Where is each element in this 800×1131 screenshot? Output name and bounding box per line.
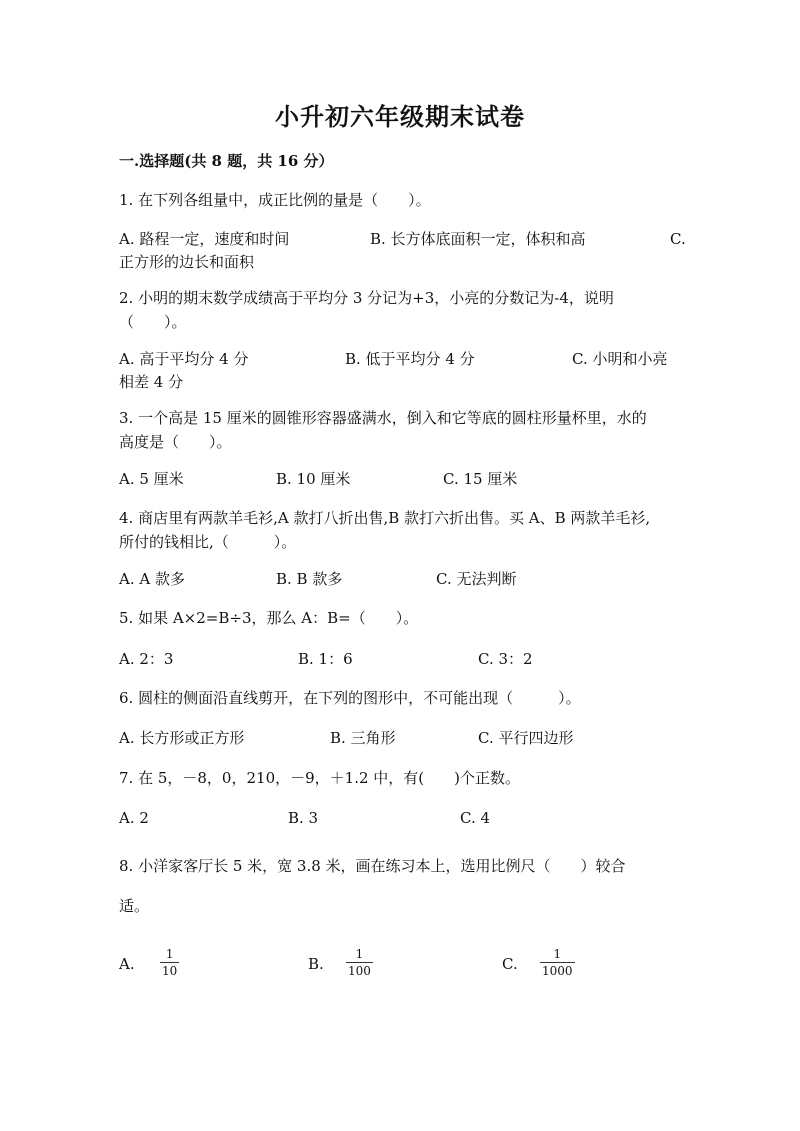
question-stem-line: （ ）。 bbox=[119, 313, 187, 331]
q6-option-c[interactable]: C. 平行四边形 bbox=[478, 729, 574, 747]
question-6-stem bbox=[119, 686, 689, 710]
q4-option-c[interactable]: C. 无法判断 bbox=[436, 570, 517, 588]
question-stem-line: 高度是（ ）。 bbox=[119, 433, 232, 451]
fraction-numerator: 1 bbox=[355, 947, 364, 961]
question-8-stem bbox=[119, 846, 689, 926]
q1-option-c-text: 正方形的边长和面积 bbox=[119, 253, 255, 271]
question-7-stem bbox=[119, 766, 689, 790]
page-title: 小升初六年级期末试卷 bbox=[275, 102, 525, 131]
question-stem-line: 1. 在下列各组量中，成正比例的量是（ ）。 bbox=[119, 191, 431, 209]
q8-option-c-fraction bbox=[540, 947, 575, 978]
q1-option-c[interactable]: C. bbox=[670, 230, 686, 248]
q3-option-c[interactable]: C. 15 厘米 bbox=[443, 470, 518, 488]
q2-option-c[interactable]: C. 小明和小亮 bbox=[572, 350, 668, 368]
question-stem-line: 4. 商店里有两款羊毛衫,A 款打八折出售,B 款打六折出售。买 A、B 两款羊毛衫, bbox=[119, 509, 651, 527]
question-stem-line: 所付的钱相比,（ ）。 bbox=[119, 533, 297, 551]
q8-option-c[interactable]: C. bbox=[502, 955, 518, 973]
fraction-bar bbox=[540, 962, 575, 963]
question-stem-line: 7. 在 5，－8，0，210，－9，＋1.2 中，有( )个正数。 bbox=[119, 769, 520, 787]
q7-option-a[interactable]: A. 2 bbox=[119, 809, 149, 827]
q4-option-a[interactable]: A. A 款多 bbox=[119, 570, 185, 588]
q5-option-c[interactable]: C. 3：2 bbox=[478, 650, 533, 668]
fraction-denominator: 1000 bbox=[542, 964, 573, 978]
q3-option-a[interactable]: A. 5 厘米 bbox=[119, 470, 184, 488]
q5-option-a[interactable]: A. 2：3 bbox=[119, 650, 174, 668]
q3-option-b[interactable]: B. 10 厘米 bbox=[276, 470, 351, 488]
q8-option-b-fraction bbox=[346, 947, 373, 978]
q8-option-a[interactable]: A. bbox=[119, 955, 135, 973]
fraction-numerator: 1 bbox=[165, 947, 174, 961]
q1-option-b[interactable]: B. 长方体底面积一定，体积和高 bbox=[370, 230, 586, 248]
q2-option-a[interactable]: A. 高于平均分 4 分 bbox=[119, 350, 249, 368]
question-stem-line: 8. 小洋家客厅长 5 米，宽 3.8 米，画在练习本上，选用比例尺（ ）较合 bbox=[119, 857, 626, 875]
q6-option-a[interactable]: A. 长方形或正方形 bbox=[119, 729, 245, 747]
question-stem-line: 2. 小明的期末数学成绩高于平均分 3 分记为+3，小亮的分数记为-4，说明 bbox=[119, 289, 614, 307]
q2-option-c-text: 相差 4 分 bbox=[119, 373, 184, 391]
question-stem-line: 3. 一个高是 15 厘米的圆锥形容器盛满水，倒入和它等底的圆柱形量杯里，水的 bbox=[119, 409, 647, 427]
q7-option-c[interactable]: C. 4 bbox=[460, 809, 491, 827]
q8-option-a-fraction bbox=[160, 947, 179, 978]
fraction-bar bbox=[160, 962, 179, 963]
question-5-stem bbox=[119, 606, 689, 630]
question-stem-line: 5. 如果 A×2=B÷3，那么 A：B=（ ）。 bbox=[119, 609, 419, 627]
question-1-stem bbox=[119, 188, 689, 212]
fraction-numerator: 1 bbox=[553, 947, 562, 961]
section-heading: 一.选择题(共 8 题，共 16 分） bbox=[119, 152, 334, 170]
question-stem-line: 适。 bbox=[119, 897, 150, 915]
fraction-denominator: 10 bbox=[162, 964, 178, 978]
q2-option-b[interactable]: B. 低于平均分 4 分 bbox=[345, 350, 475, 368]
fraction-denominator: 100 bbox=[348, 964, 371, 978]
q5-option-b[interactable]: B. 1：6 bbox=[298, 650, 353, 668]
q7-option-b[interactable]: B. 3 bbox=[288, 809, 319, 827]
question-stem-line: 6. 圆柱的侧面沿直线剪开，在下列的图形中，不可能出现（ ）。 bbox=[119, 689, 581, 707]
fraction-bar bbox=[346, 962, 373, 963]
question-3-stem bbox=[119, 406, 689, 454]
question-4-stem bbox=[119, 506, 689, 554]
question-2-stem bbox=[119, 286, 689, 334]
q1-option-a[interactable]: A. 路程一定，速度和时间 bbox=[119, 230, 290, 248]
q6-option-b[interactable]: B. 三角形 bbox=[330, 729, 396, 747]
q4-option-b[interactable]: B. B 款多 bbox=[276, 570, 343, 588]
q8-option-b[interactable]: B. bbox=[308, 955, 324, 973]
